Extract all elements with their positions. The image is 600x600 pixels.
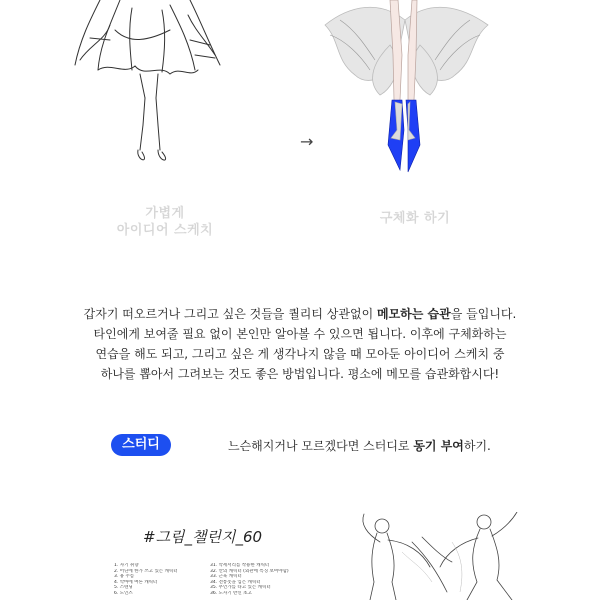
list-item: 33. 근육 캐릭터 xyxy=(210,574,242,579)
refine-caption: 구체화 하기 xyxy=(379,211,451,226)
memo-habit-emphasis: 메모하는 습관 xyxy=(377,307,451,321)
list-item: 3. 용 주름 xyxy=(114,574,135,579)
challenge-list-right xyxy=(210,563,320,596)
paragraph-line2: 타인에게 보여줄 필요 없이 본인만 알아볼 수 있으면 됩니다. 이후에 구체화하는 xyxy=(93,327,507,341)
idea-sketch-caption-line1: 가볍게 xyxy=(145,206,185,221)
idea-sketch-illustration xyxy=(70,0,230,190)
paragraph-line1-pre: 갑자기 떠오르거나 그리고 싶은 것들을 퀄리티 상관없이 xyxy=(83,307,377,321)
paragraph-line1 xyxy=(40,304,560,324)
list-item: 35. 무언가를 타고 있는 캐릭터 xyxy=(210,585,271,590)
list-item: 4. 악마에 여른 캐릭터 xyxy=(114,579,158,585)
study-description xyxy=(228,437,491,454)
list-item: 32. 안의 캐릭터 (외관에 특징 보여야함) xyxy=(210,568,289,574)
list-item: 34. 전통옷을 입은 캐릭터 xyxy=(210,579,261,585)
study-badge: 스터디 xyxy=(111,434,171,456)
paragraph-line3: 연습을 해도 되고, 그리고 싶은 게 생각나지 않을 때 모아둔 아이디어 스케치 중 xyxy=(95,347,505,361)
challenge-sketch-illustration xyxy=(352,512,522,600)
list-item: 36. 도자기 반신 초고 xyxy=(210,590,252,596)
study-text-post: 하기. xyxy=(463,439,491,453)
list-item: 6. 도인즈 xyxy=(114,590,133,596)
list-item: 5. 스텐딩 xyxy=(114,585,133,590)
motivation-emphasis: 동기 부여 xyxy=(413,439,464,453)
idea-sketch-caption-line2: 아이디어 스케치 xyxy=(116,223,214,238)
list-item: 2. 어딘에 한가 쓰고 있는 캐릭터 xyxy=(114,568,178,574)
paragraph-line4: 하나를 뽑아서 그려보는 것도 좋은 방법입니다. 평소에 메모를 습관화합시다! xyxy=(100,367,500,381)
list-item: 31. 악세서리를 착용한 캐릭터 xyxy=(210,563,270,568)
refined-sketch-illustration xyxy=(320,0,490,190)
arrow-icon: → xyxy=(300,132,314,151)
challenge-title: #그림_챌린지_60 xyxy=(143,528,263,546)
list-item: 1. 자기 취향 xyxy=(114,563,139,568)
study-text-pre: 느슨해지거나 모르겠다면 스터디로 xyxy=(228,439,414,453)
memo-habit-paragraph xyxy=(40,304,560,384)
challenge-list-left xyxy=(114,563,209,596)
idea-sketch-caption xyxy=(95,205,235,239)
paragraph-line1-post: 을 들입니다. xyxy=(450,307,517,321)
